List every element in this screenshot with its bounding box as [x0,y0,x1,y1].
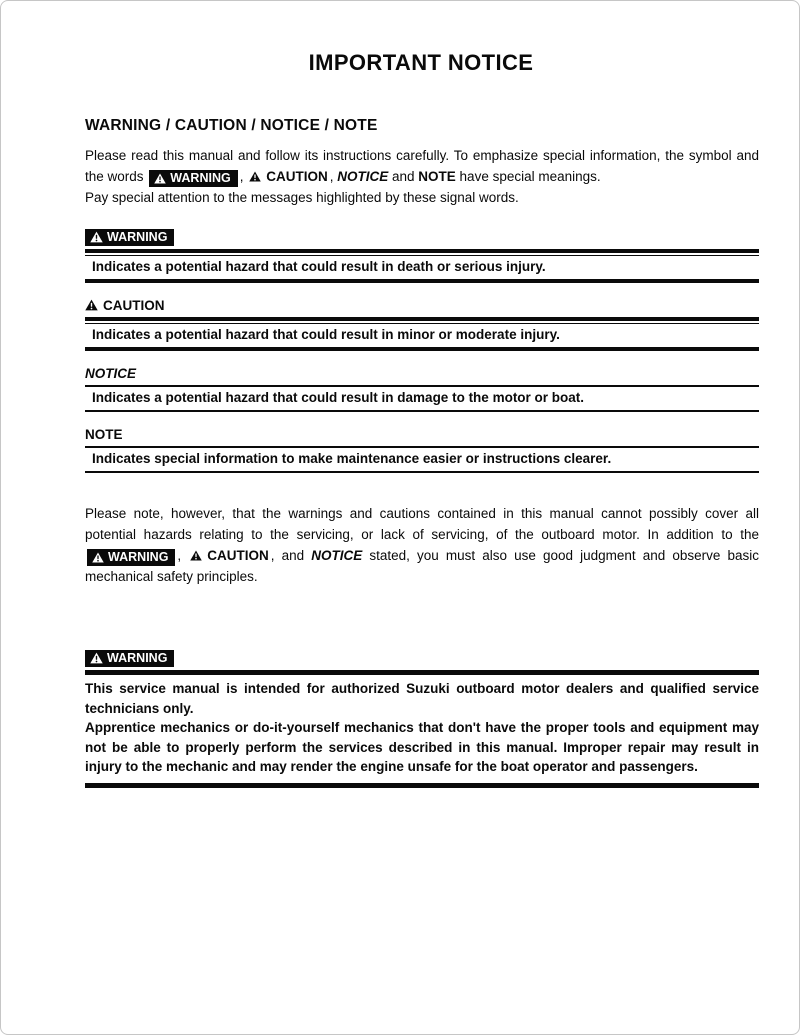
intro-text-2: have special meanings. [455,169,601,184]
caution-description: Indicates a potential hazard that could result in minor or moderate injury. [92,327,560,342]
page-title: IMPORTANT NOTICE [308,50,534,75]
page-content [85,117,759,788]
caution-label [85,298,165,313]
caution-label-text: CAUTION [103,297,165,313]
warning-triangle-icon [154,173,166,184]
middle-text-1: Please note, however, that the warnings and cautions contained in this manual cannot possibly cover all potential hazards relating to the servicing, or lack of servicing, of the outboard motor. In addition to the [85,506,759,542]
signal-definition-notice [85,364,759,412]
separator: , [239,169,248,184]
caution-triangle-icon [190,550,202,561]
rule [85,347,759,351]
caution-label [190,545,269,566]
note-label-line [85,425,759,443]
dealer-warning-paragraph-1: This service manual is intended for authorized Suzuki outboard motor dealers and qualified service technicians only. [85,681,759,716]
dealer-warning-block [85,649,759,788]
notice-label-line [85,364,759,382]
warning-badge [85,229,174,246]
warning-triangle-icon [90,652,103,664]
caution-triangle-icon [85,299,98,311]
warning-badge-label: WARNING [108,550,169,564]
warning-label-line [85,228,759,246]
rule [85,317,759,324]
notice-label: NOTICE [85,365,137,381]
warning-badge [85,650,174,667]
dealer-warning-text [85,675,759,783]
warning-badge [87,549,175,566]
intro-paragraph-line-2: Pay special attention to the messages highlighted by these signal words. [85,190,519,205]
notice-label: NOTICE [311,548,363,563]
notice-label: NOTICE [337,169,389,184]
note-label: NOTE [85,426,123,442]
separator: , and [270,548,312,563]
signal-definition-caution [85,296,759,351]
warning-badge-label: WARNING [107,229,168,244]
rule [85,410,759,412]
caution-label [249,166,328,187]
warning-badge-label: WARNING [170,171,231,185]
signal-definition-warning [85,228,759,283]
rule [85,471,759,473]
caution-label-line [85,296,759,314]
note-label: NOTE [418,169,456,184]
signal-definition-note [85,425,759,473]
separator: , [329,169,338,184]
caution-label-text: CAUTION [207,548,269,563]
caution-triangle-icon [249,171,261,182]
intro-text-1: Please read this manual and follow its instructions carefully. To emphasize special information, the symbol and the words [85,148,759,184]
warning-label-line [85,649,759,667]
notice-description: Indicates a potential hazard that could result in damage to the motor or boat. [92,390,585,405]
middle-paragraph [85,503,759,587]
note-description: Indicates special information to make maintenance easier or instructions clearer. [92,451,612,466]
warning-triangle-icon [92,552,104,563]
warning-description: Indicates a potential hazard that could result in death or serious injury. [92,259,546,274]
intro-paragraph [85,145,759,187]
section-heading: WARNING / CAUTION / NOTICE / NOTE [85,117,378,134]
dealer-warning-paragraph-2: Apprentice mechanics or do-it-yourself mechanics that don't have the proper tools and equipment may not be able to properly perform the services described in this manual. Improper repair may result in injury to the mechanic and may render the engine unsafe for the boat operator and passengers. [85,720,759,774]
warning-triangle-icon [90,231,103,243]
warning-badge [149,170,237,187]
rule [85,279,759,283]
rule [85,783,759,788]
warning-badge-label: WARNING [107,650,168,665]
separator: , [177,548,189,563]
middle-text-2: stated, you must also use good judgment and observe basic mechanical safety principles. [85,548,759,584]
rule [85,249,759,256]
separator: and [388,169,419,184]
caution-label-text: CAUTION [266,169,328,184]
